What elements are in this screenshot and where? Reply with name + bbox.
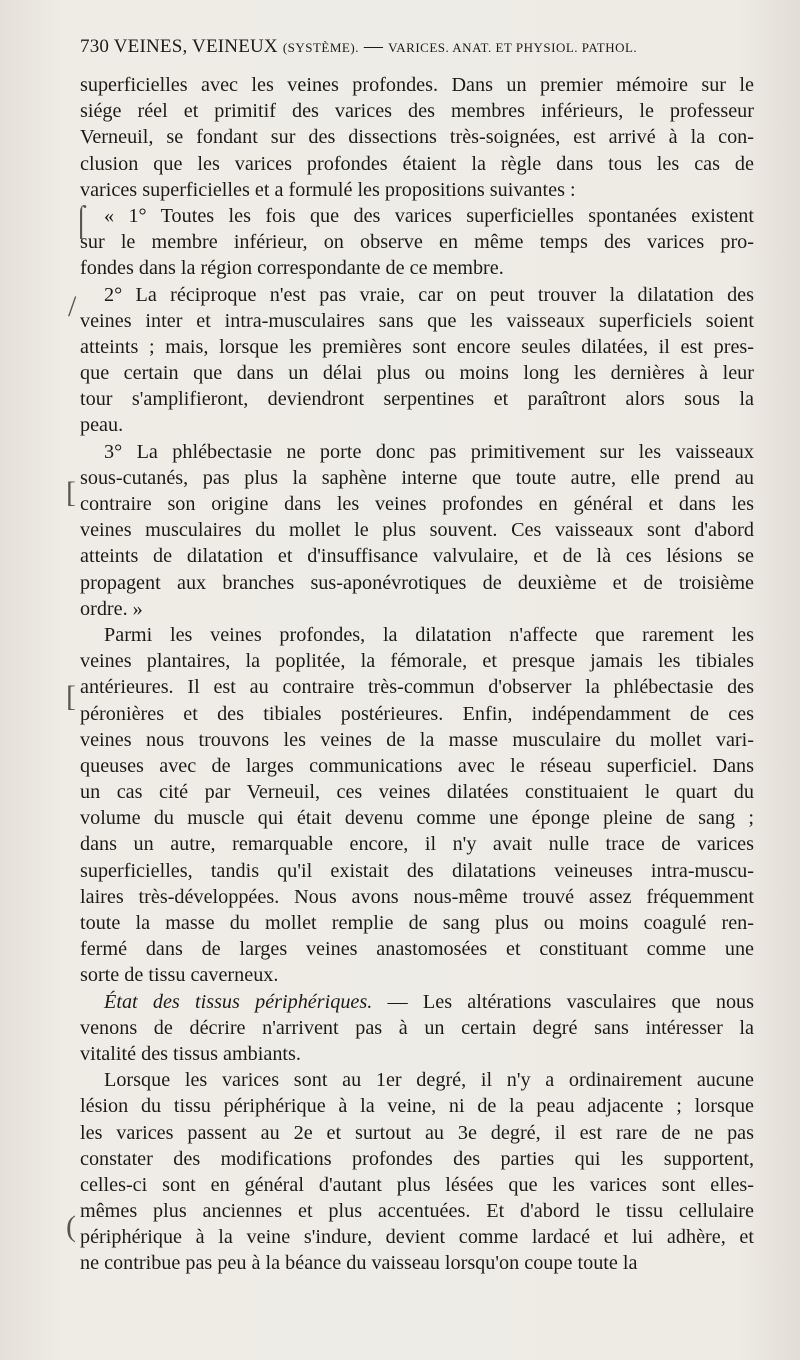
- text-line: Parmi les veines profondes, la dilatation n'affecte que rarement les: [104, 623, 754, 646]
- text-line: un cas cité par Verneuil, ces veines dilatées constituaient le quart du: [80, 781, 754, 804]
- text-line: [80, 989, 754, 1015]
- text-line: toute la masse du mollet remplie de sang plus ou moins coagulé ren-: [80, 912, 754, 934]
- running-header: [80, 36, 760, 58]
- text-line: veines plantaires, la poplitée, la fémorale, et presque jamais les tibiales: [80, 650, 754, 673]
- paragraph: [80, 989, 754, 1068]
- text-line: varices superficielles et a formulé les propositions suivantes :: [80, 178, 576, 201]
- text-line: tour s'amplifieront, deviendront serpentines et paraîtront alors sous la: [80, 388, 754, 411]
- header-dash: —: [363, 36, 384, 57]
- text-line: atteints ; mais, lorsque les premières sont encore seules dilatées, il est pres-: [80, 335, 754, 358]
- paragraph: [80, 282, 754, 439]
- page-number: 730: [80, 36, 110, 57]
- text-line: péronières et des tibiales postérieures. Enfin, indépendamment de ces: [80, 702, 754, 725]
- text-line: veines musculaires du mollet le plus souvent. Ces vaisseaux sont d'abord: [80, 519, 754, 542]
- text-line: sur le membre inférieur, on observe en même temps des varices pro-: [80, 231, 754, 254]
- text-line: atteints de dilatation et d'insuffisance valvulaire, et de là ces lésions se: [80, 545, 754, 568]
- text-line: celles-ci sont en général d'autant plus lésées que les varices sont elles-: [80, 1173, 754, 1196]
- text-line: veines inter et intra-musculaires sans que les vaisseaux superficiels soient: [80, 309, 754, 332]
- text-line: sorte de tissu caverneux.: [80, 964, 279, 987]
- text-line: siége réel et primitif des varices des membres inférieurs, le professeur: [80, 100, 754, 123]
- italic-heading: État des tissus périphériques.: [104, 990, 373, 1013]
- margin-bracket-mark: /: [68, 290, 77, 323]
- text-line: Lorsque les varices sont au 1er degré, il n'y a ordinairement aucune: [104, 1069, 754, 1092]
- paragraph: [80, 1067, 754, 1277]
- margin-bracket-mark: (: [66, 1210, 76, 1243]
- text-line: 2° La réciproque n'est pas vraie, car on peut trouver la dilatation des: [104, 283, 754, 306]
- body-text: [80, 72, 754, 1277]
- margin-bracket-mark: ⌠: [72, 204, 91, 237]
- text-line: dans un autre, remarquable encore, il n'y avait nulle trace de varices: [80, 833, 754, 856]
- text-line: périphérique à la veine s'indure, devient comme lardacé et lui adhère, et: [80, 1226, 754, 1249]
- text-line: antérieures. Il est au contraire très-commun d'observer la phlébectasie des: [80, 676, 754, 699]
- text-line: queuses avec de larges communications avec le réseau superficiel. Dans: [80, 754, 754, 777]
- header-section: VARICES. ANAT. ET PHYSIOL. PATHOL.: [388, 40, 638, 55]
- text-line: peau.: [80, 414, 124, 437]
- text-line: mêmes plus anciennes et plus accentuées. Et d'abord le tissu cellulaire: [80, 1200, 754, 1223]
- text-line: contraire son origine dans les veines profondes en général et dans les: [80, 493, 754, 515]
- text-line: vitalité des tissus ambiants.: [80, 1042, 301, 1065]
- paragraph: [80, 439, 754, 622]
- text-line: venons de décrire n'arrivent pas à un certain degré sans intéresser la: [80, 1016, 754, 1039]
- text-line: lésion du tissu périphérique à la veine, ni de la peau adjacente ; lorsque: [80, 1095, 754, 1118]
- line-text: — Les altérations vasculaires que nous: [372, 990, 754, 1013]
- text-line: fermé dans de larges veines anastomosées et constituant comme une: [80, 938, 754, 961]
- text-line: ordre. »: [80, 597, 143, 620]
- text-line: superficielles avec les veines profondes. Dans un premier mémoire sur le: [80, 74, 754, 96]
- text-line: Verneuil, se fondant sur des dissections très-soignées, est arrivé à la con-: [80, 126, 754, 149]
- text-line: constater des modifications profondes des parties qui les supportent,: [80, 1147, 754, 1170]
- margin-bracket-mark: [: [66, 680, 76, 713]
- text-line: sous-cutanés, pas plus la saphène interne que toute autre, elle prend au: [80, 466, 754, 489]
- margin-bracket-mark: [: [66, 476, 76, 509]
- text-line: que certain que dans un délai plus ou moins long les dernières à leur: [80, 362, 754, 385]
- text-line: fondes dans la région correspondante de ce membre.: [80, 257, 504, 280]
- paragraph: [80, 203, 754, 282]
- text-line: clusion que les varices profondes étaient la règle dans tous les cas de: [80, 152, 754, 175]
- text-line: 3° La phlébectasie ne porte donc pas primitivement sur les vaisseaux: [104, 440, 754, 463]
- text-line: laires très-développées. Nous avons nous-même trouvé assez fréquemment: [80, 885, 754, 908]
- header-title: VEINES, VEINEUX: [113, 36, 278, 57]
- paragraph: [80, 72, 754, 203]
- text-line: propagent aux branches sus-aponévrotiques de deuxième et de troisième: [80, 571, 754, 594]
- text-line: volume du muscle qui était devenu comme une éponge pleine de sang ;: [80, 807, 754, 830]
- text-line: veines nous trouvons les veines de la masse musculaire du mollet vari-: [80, 728, 754, 751]
- header-system: (SYSTÈME).: [282, 40, 359, 55]
- text-line: ne contribue pas peu à la béance du vaisseau lorsqu'on coupe toute la: [80, 1252, 638, 1275]
- text-line: superficielles, tandis qu'il existait des dilatations veineuses intra-muscu-: [80, 859, 754, 882]
- text-line: « 1° Toutes les fois que des varices superficielles spontanées existent: [104, 204, 754, 227]
- text-line: les varices passent au 2e et surtout au 3e degré, il est rare de ne pas: [80, 1121, 754, 1144]
- paragraph: [80, 622, 754, 989]
